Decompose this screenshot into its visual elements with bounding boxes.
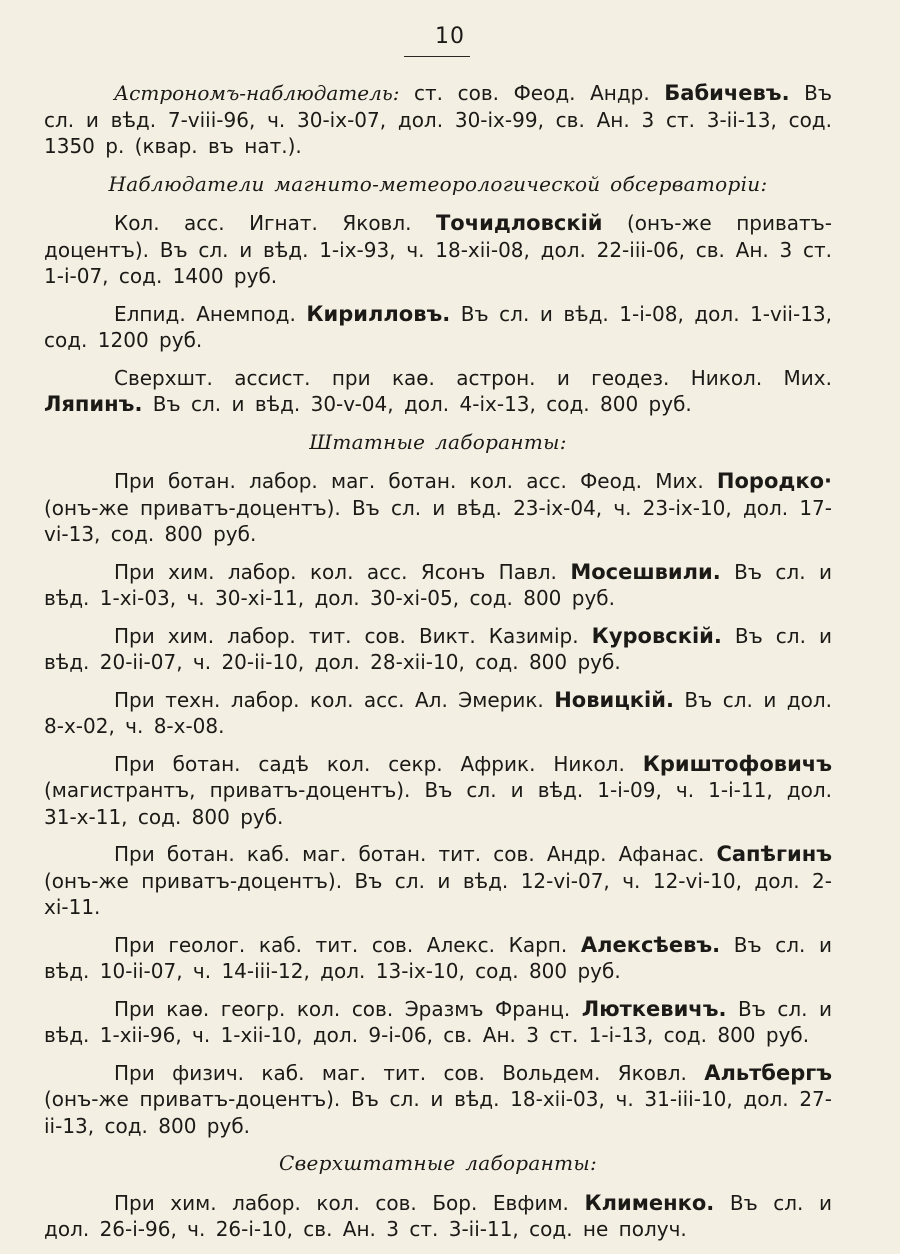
entry-service-record: Въ сл. и дол. 8-x-02, ч. 8-x-08. (44, 687, 832, 738)
entry-rank: При физич. каб. маг. тит. сов. Вольдем. Яковл. (114, 1060, 705, 1085)
staff-entry-lyutkevich (44, 996, 832, 1049)
entry-role: Астрономъ-наблюдатель: (114, 81, 400, 105)
entry-surname: Алексѣевъ. (580, 932, 721, 957)
entry-surname: Люткевичъ. (581, 996, 727, 1021)
entry-service-record: Въ сл. и вѣд. 1-i-08, дол. 1-vii-13, сод. 1200 руб. (44, 301, 832, 352)
entry-rank: При хим. лабор. кол. сов. Бор. Евфим. (114, 1190, 585, 1215)
entry-service-record: Въ сл. и вѣд. 1-xii-96, ч. 1-xii-10, дол. 9-i-06, св. Ан. 3 ст. 1-i-13, сод. 800 руб. (44, 996, 833, 1047)
entry-surname: Альтбергъ (704, 1060, 832, 1085)
page-body (44, 80, 832, 1254)
section-heading-observers: Наблюдатели магнито-метеорологической обсерваторіи: (108, 171, 768, 196)
staff-entry-krishtofovich (44, 751, 832, 831)
page-number: 10 (435, 24, 465, 49)
entry-surname: Новицкій. (554, 687, 674, 712)
entry-service-record: Въ сл. и вѣд. 10-ii-07, ч. 14-iii-12, дол. 13-ix-10, сод. 800 руб. (44, 932, 833, 983)
entry-service-record: (онъ-же приватъ-доцентъ). Въ сл. и вѣд. 12-vi-07, ч. 12-vi-10, дол. 2-xi-11. (44, 868, 832, 919)
entry-rank: ст. сов. Феод. Андр. (399, 81, 665, 105)
entry-rank: Сверхшт. ассист. при каѳ. астрон. и геодез. Никол. Мих. (114, 365, 832, 390)
entry-rank: При хим. лабор. кол. асс. Ясонъ Павл. (114, 559, 571, 584)
staff-entry-sapegin (44, 841, 832, 921)
entry-surname: Точидловскій (435, 211, 603, 235)
entry-surname: Породко· (716, 469, 832, 493)
entry-rank: При ботан. садѣ кол. секр. Африк. Никол. (114, 751, 643, 776)
entry-service-record: (онъ-же приватъ-доцентъ). Въ сл. и вѣд. 18-xii-03, ч. 31-iii-10, дол. 27-ii-13, сод. 800 руб. (44, 1087, 832, 1138)
entry-rank: При техн. лабор. кол. асс. Ал. Эмерик. (114, 687, 555, 712)
entry-surname: Сапѣгинъ (716, 842, 832, 866)
entry-surname: Кирилловъ. (306, 301, 451, 326)
entry-surname: Мосешвили. (570, 559, 721, 584)
staff-entry-novitsky (44, 687, 832, 740)
entry-rank: При каѳ. геогр. кол. сов. Эразмъ Франц. (114, 996, 582, 1021)
entry-service-record: Въ сл. и дол. 26-i-96, ч. 26-i-10, св. Ан. 3 ст. 3-ii-11, сод. не получ. (44, 1190, 832, 1241)
staff-entry-kurovsky (44, 623, 832, 676)
entry-service-record: Въ сл. и вѣд. 7-viii-96, ч. 30-ix-07, дол. 30-ix-99, св. Ан. 3 ст. 3-ii-13, сод. 1350 р. (квар. въ нат.). (44, 81, 832, 158)
entry-service-record: (онъ-же приватъ-доцентъ). Въ сл. и вѣд. 23-ix-04, ч. 23-ix-10, дол. 17-vi-13, сод. 800 руб. (44, 495, 832, 546)
staff-entry-alekseev (44, 932, 832, 985)
entry-service-record: Въ сл. и вѣд. 20-ii-07, ч. 20-ii-10, дол. 28-xii-10, сод. 800 руб. (44, 623, 832, 674)
entry-rank: Кол. асс. Игнат. Яковл. (114, 211, 436, 235)
entry-surname: Криштофовичъ (642, 751, 832, 776)
entry-rank: Елпид. Анемпод. (114, 301, 307, 326)
entry-rank: При ботан. лабор. маг. ботан. кол. асс. Феод. Мих. (114, 469, 717, 493)
staff-entry-kirillov (44, 301, 832, 354)
entry-service-record: Въ сл. и вѣд. 30-v-04, дол. 4-ix-13, сод. 800 руб. (142, 392, 692, 416)
staff-entry-babichev (44, 80, 832, 160)
staff-entry-porodko (44, 468, 832, 548)
entry-rank: При геолог. каб. тит. сов. Алекс. Карп. (114, 932, 581, 957)
entry-service-record: (онъ-же приватъ-доцентъ). Въ сл. и вѣд. 1-ix-93, ч. 18-xii-08, дол. 22-iii-06, св. Ан. 3 ст. 1-i-07, сод. 1400 руб. (44, 211, 832, 288)
entry-surname: Бабичевъ. (664, 81, 790, 105)
staff-entry-tochidlovsky (44, 210, 832, 290)
staff-entry-klimenko (44, 1190, 832, 1243)
section-heading-supernumerary-lab-assistants: Сверхштатные лаборанты: (278, 1151, 597, 1175)
entry-rank: При хим. лабор. тит. сов. Викт. Казимір. (114, 623, 592, 648)
staff-entry-moseshvili (44, 559, 832, 612)
entry-surname: Клименко. (584, 1190, 715, 1215)
entry-rank: При ботан. каб. маг. ботан. тит. сов. Андр. Афанас. (114, 842, 717, 866)
page-number-rule (404, 56, 470, 57)
staff-entry-altberg (44, 1060, 832, 1140)
entry-service-record: Въ сл. и вѣд. 1-xi-03, ч. 30-xi-11, дол. 30-xi-05, сод. 800 руб. (44, 559, 832, 610)
entry-service-record: (магистрантъ, приватъ-доцентъ). Въ сл. и вѣд. 1-i-09, ч. 1-i-11, дол. 31-x-11, сод. 800 руб. (44, 778, 832, 829)
section-heading-staff-lab-assistants: Штатные лаборанты: (309, 429, 567, 454)
staff-entry-lyapin (44, 365, 832, 418)
entry-surname: Куровскій. (591, 623, 722, 648)
entry-surname: Ляпинъ. (44, 392, 143, 416)
